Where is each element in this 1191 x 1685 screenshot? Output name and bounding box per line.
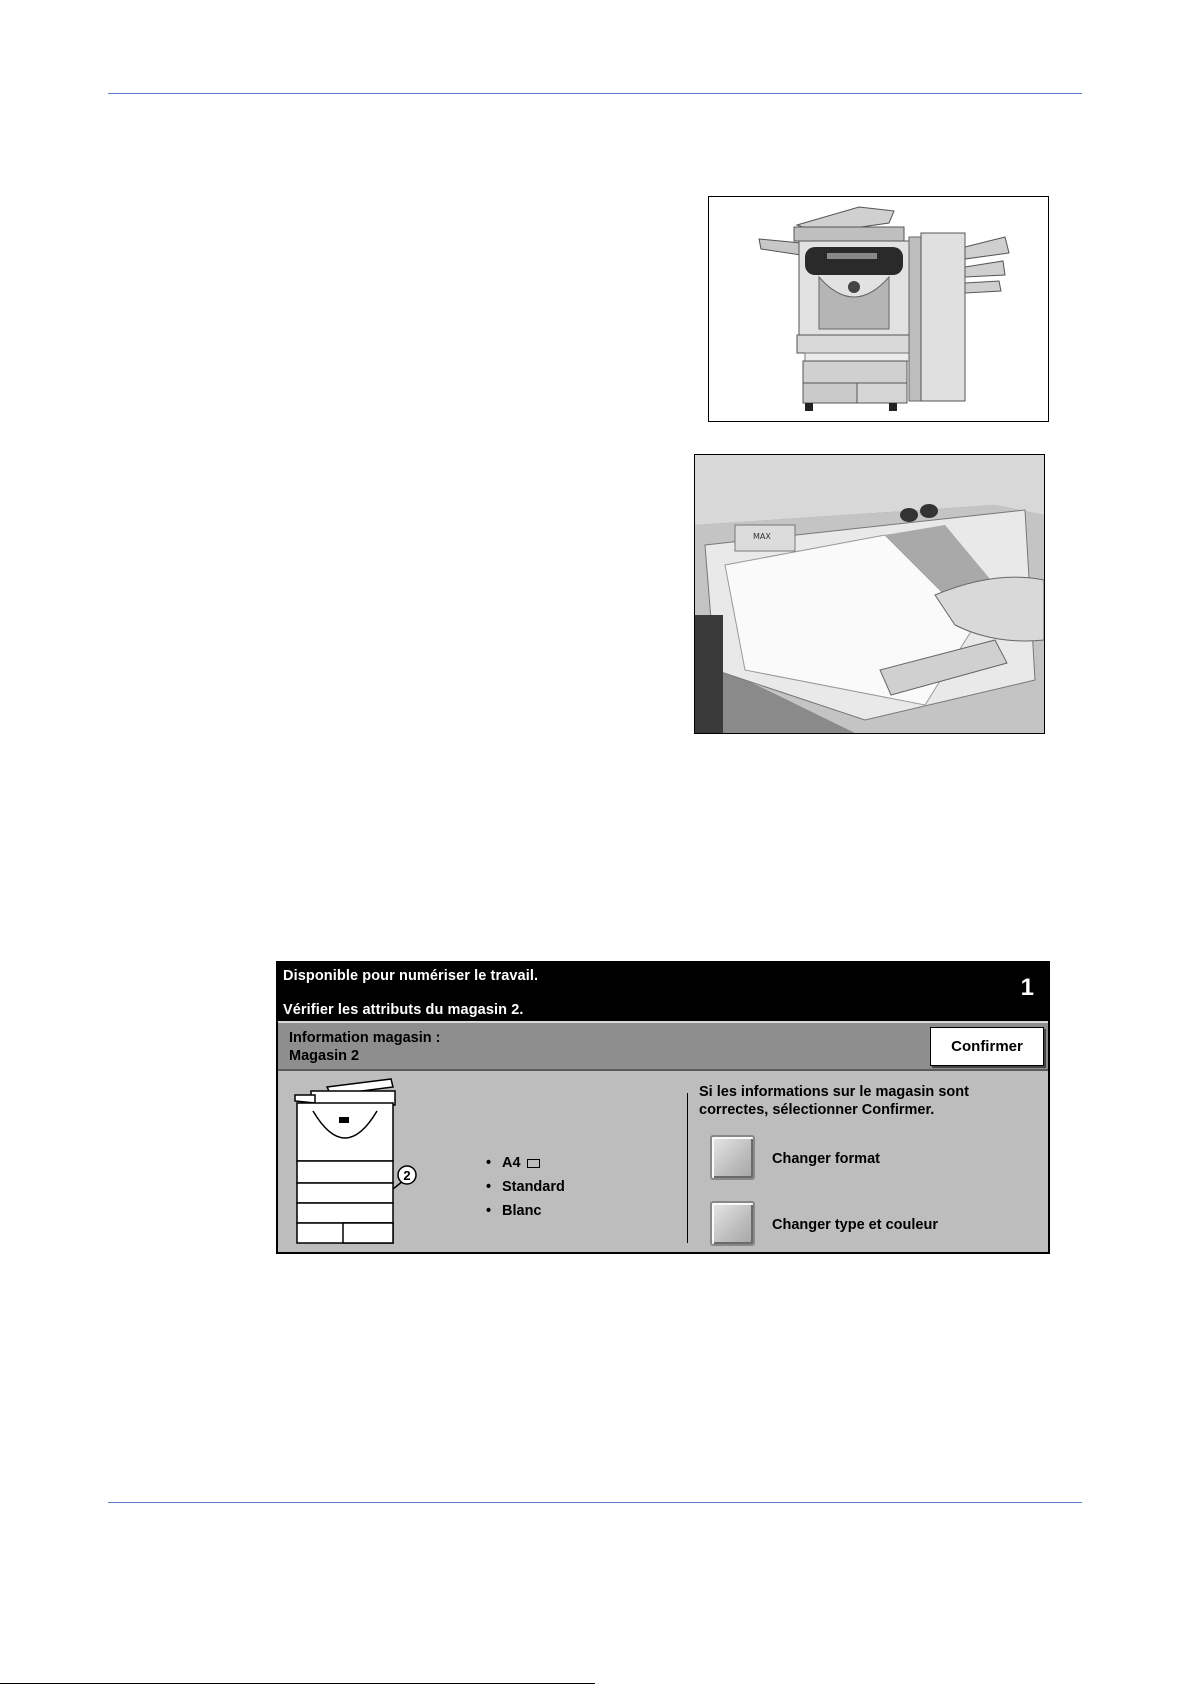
printer-photo [708,196,1049,422]
copy-counter: 1 [1020,974,1034,1001]
tray-details-panel [278,1071,1048,1252]
tray-loading-photo [694,454,1045,734]
footer-rule [108,1502,1082,1503]
tray-info-title: Information magasin : [289,1030,441,1046]
tray-attributes [486,1151,565,1223]
landscape-paper-icon [527,1159,540,1168]
attribute-size: • A4 [486,1151,565,1175]
attribute-type: • Standard [486,1179,565,1195]
multifunction-printer-icon [709,197,1048,421]
tray-callout-number: 2 [403,1168,411,1183]
change-type-color-button[interactable] [710,1201,755,1246]
paper-tray-loading-icon [695,455,1044,733]
header-rule [108,93,1082,94]
tray-info-bar [278,1021,1048,1071]
confirm-button[interactable]: Confirmer [930,1027,1044,1066]
change-size-button[interactable] [710,1135,755,1180]
tray-info-subtitle: Magasin 2 [289,1048,360,1064]
status-message-2: Vérifier les attributs du magasin 2. [283,1002,524,1018]
confirm-hint: Si les informations sur le magasin sont correctes, sélectionner Confirmer. [699,1084,969,1118]
status-bar [278,963,1048,1021]
attribute-color: • Blanc [486,1203,542,1219]
change-size-label: Changer format [772,1151,880,1167]
svg-text:MAX: MAX [753,532,771,541]
machine-tray-icon [291,1077,417,1245]
page-bottom-mark [0,1683,595,1684]
touchscreen [276,961,1050,1254]
status-message-1: Disponible pour numériser le travail. [283,968,539,984]
panel-divider [687,1093,688,1243]
change-type-color-label: Changer type et couleur [772,1217,938,1233]
